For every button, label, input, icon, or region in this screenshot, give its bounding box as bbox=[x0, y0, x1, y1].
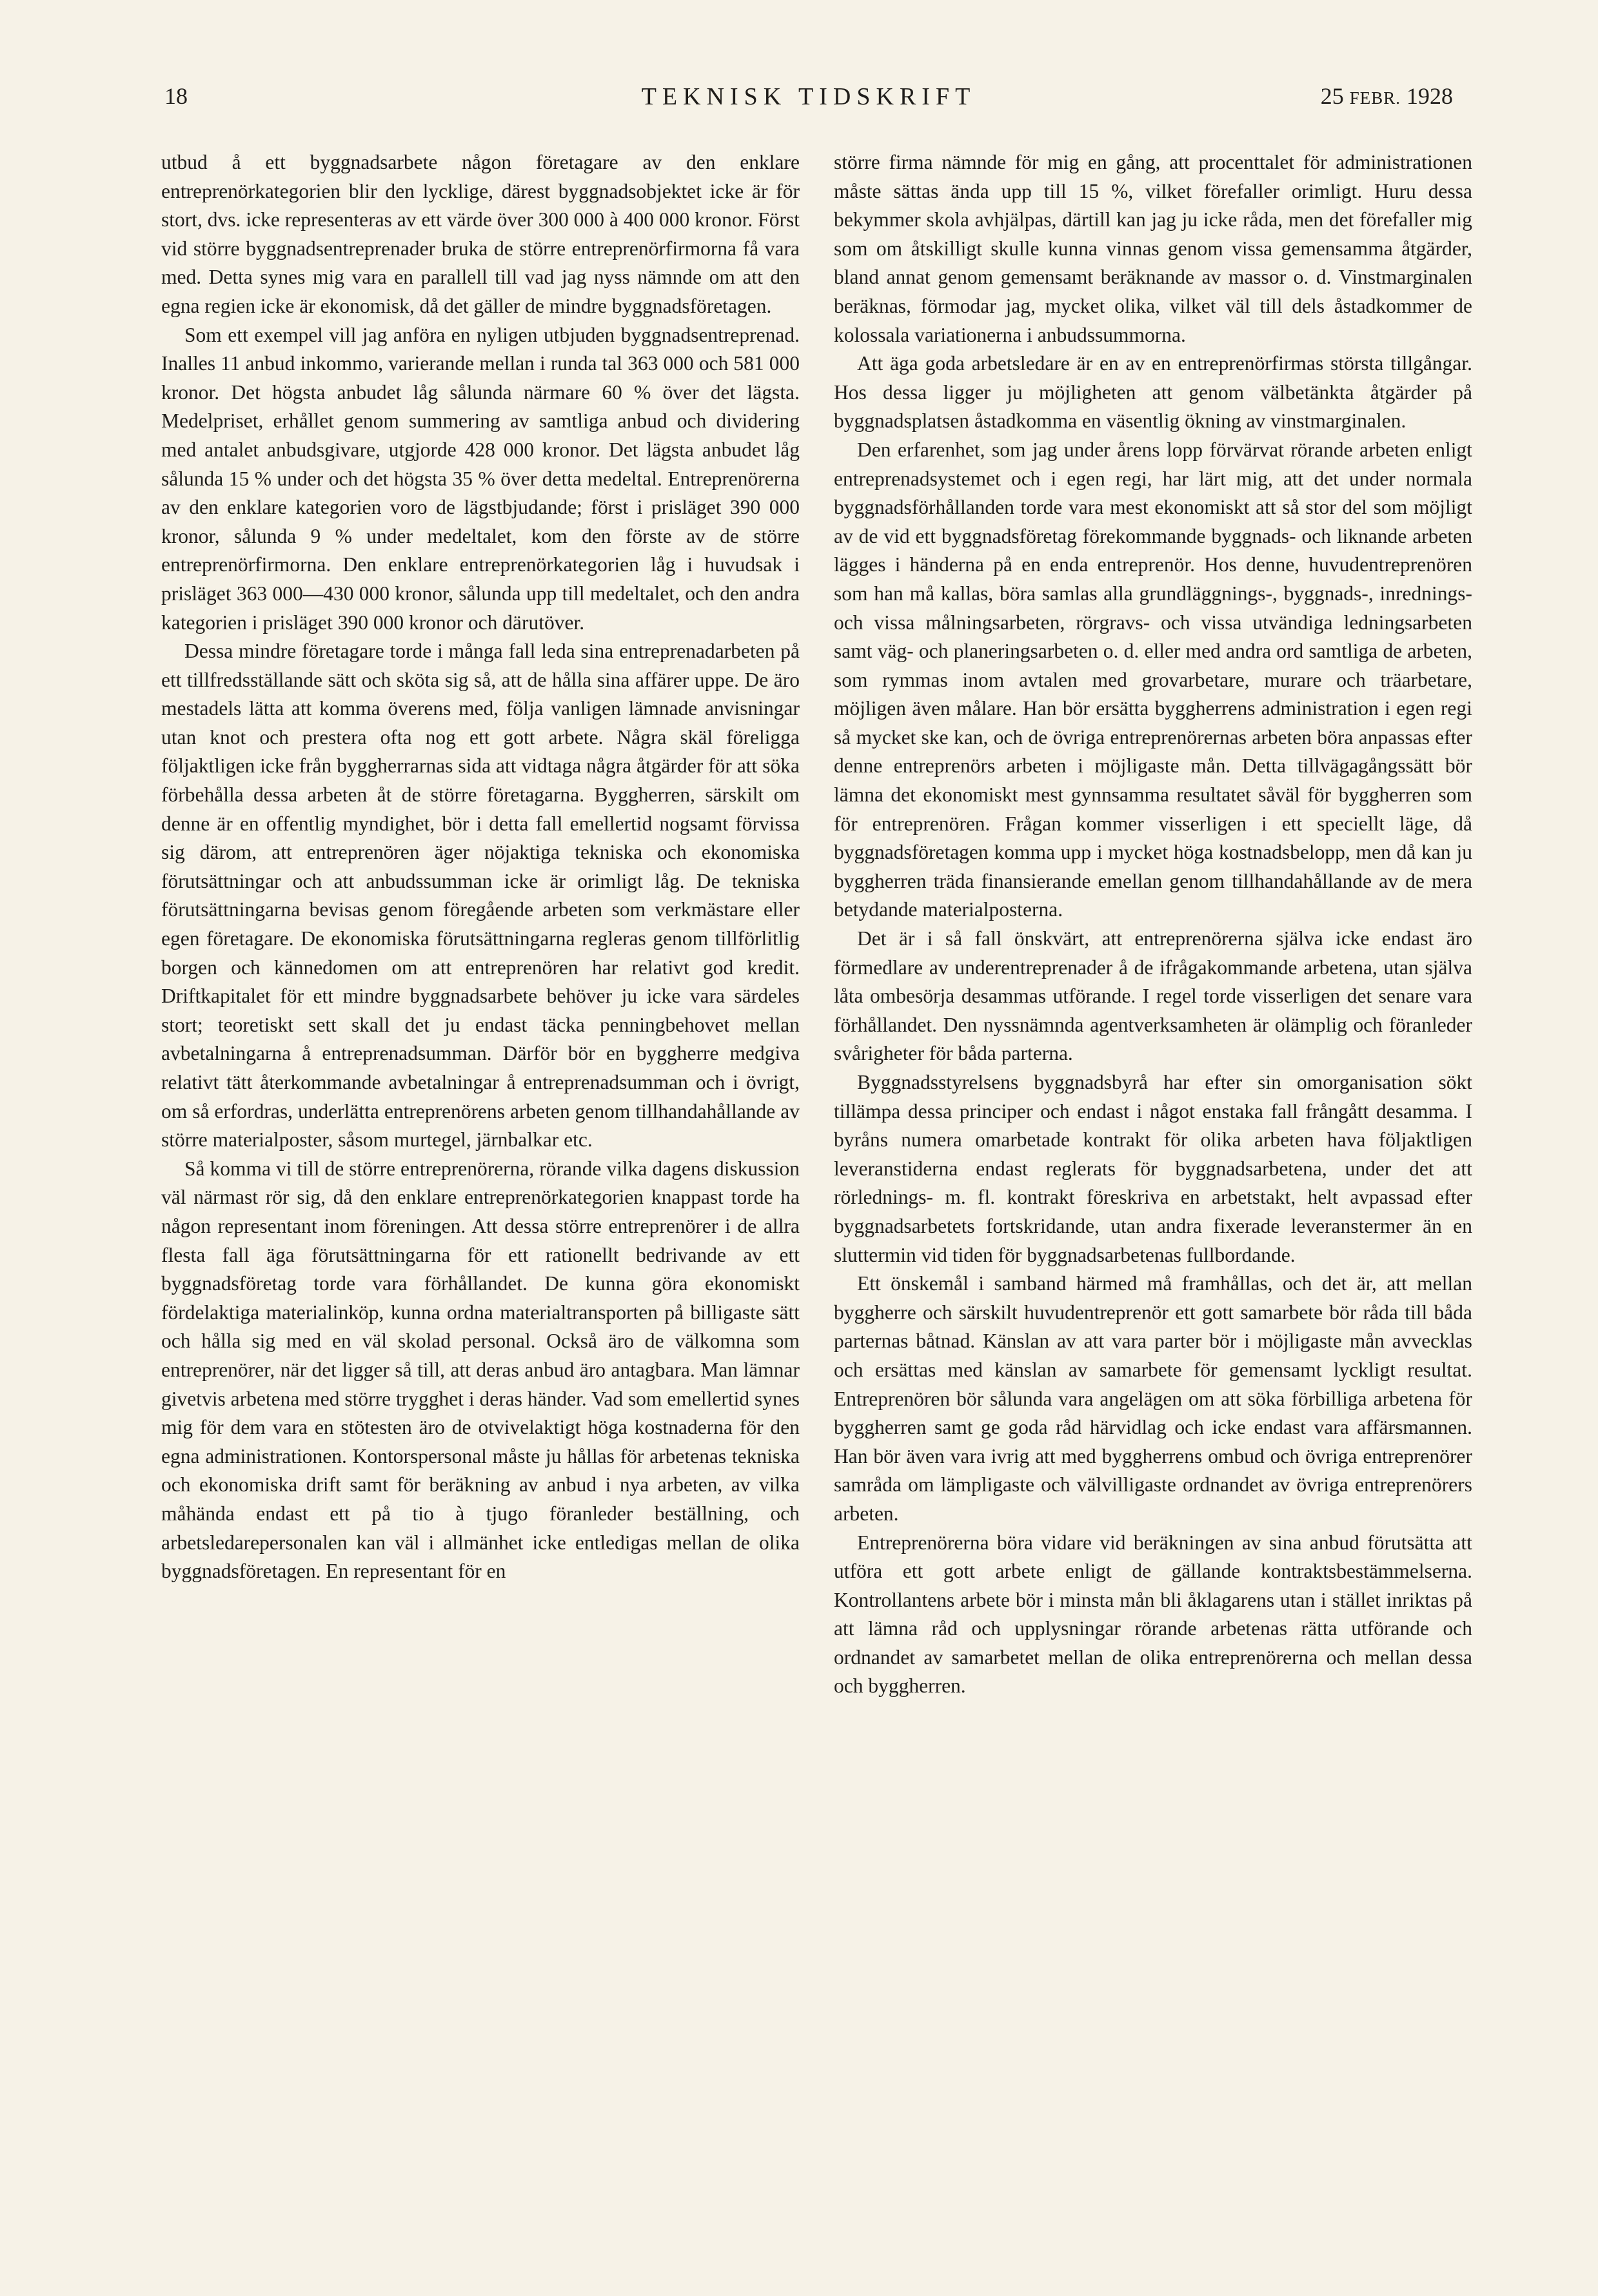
journal-title: TEKNISK TIDSKRIFT bbox=[641, 83, 976, 110]
paragraph: större firma nämnde för mig en gång, att procenttalet för administrationen måste sättas ända upp till 15 %, vilket förefaller orimligt. Huru dessa bekymmer skola avhjälpas, därtill kan jag ju icke råda, men det förefaller mig som om åtskilligt skulle kunna vinnas genom vissa gemensamma åtgärder, bland annat genom gemensamt beräknande av massor o. d. Vinstmarginalen beräknas, förmodar jag, mycket olika, vilket väl till dels åstadkommer de kolossala variationerna i anbudssummorna. bbox=[834, 151, 1472, 346]
page-number: 18 bbox=[164, 83, 188, 109]
left-text-column bbox=[161, 148, 800, 1586]
issue-year: 1928 bbox=[1406, 83, 1453, 109]
paragraph: utbud å ett byggnadsarbete någon företagare av den enklare entreprenörkategorien blir den lycklige, därest byggnadsobjektet icke är för stort, dvs. icke representeras av ett värde över 300 000 à 400 000 kronor. Först vid större byggnadsentreprenader bruka de större entreprenörfirmorna få vara med. Detta synes mig vara en parallell till vad jag nyss nämnde om att den egna regien icke är ekonomisk, då det gäller de mindre byggnadsföretagen. bbox=[161, 151, 800, 317]
paragraph: Den erfarenhet, som jag under årens lopp förvärvat rörande arbeten enligt entreprenadsystemet och i egen regi, har lärt mig, att det under normala byggnadsförhållanden torde vara mest ekonomiskt att så stor del som möjligt av de vid ett byggnadsföretag förekommande byggnads- och liknande arbeten lägges i händerna på en enda entreprenör. Hos denne, huvudentreprenören som han må kallas, böra samlas alla grundläggnings-, byggnads-, inrednings- och vissa målningsarbeten, rörgravs- och vissa utvändiga ledningsarbeten samt väg- och planeringsarbeten o. d. eller med andra ord samtliga de arbeten, som rymmas inom avtalen med grovarbetare, murare och träarbetare, möjligen även målare. Han bör ersätta byggherrens administration i egen regi så mycket ske kan, och de övriga entreprenörernas arbeten böra anpassas efter denne entreprenörs arbeten i möjligaste mån. Detta tillvägagångssätt bör lämna det ekonomiskt mest gynnsamma resultatet såväl för byggherren som för entreprenören. Frågan kommer visserligen i ett speciellt läge, då byggnadsföretagen komma upp i mycket höga kostnadsbelopp, men då kan ju byggherren träda finansierande emellan genom tillhandahållande av de mera betydande materialposterna. bbox=[834, 438, 1472, 921]
paragraph: Att äga goda arbetsledare är en av en entreprenörfirmas största tillgångar. Hos dessa ligger ju möjligheten att genom välbetänkta åtgärder på byggnadsplatsen åstadkomma en väsentlig ökning av vinstmarginalen. bbox=[834, 352, 1472, 433]
paragraph: Det är i så fall önskvärt, att entreprenörerna själva icke endast äro förmedlare av underentreprenader å de ifrågakommande arbetena, utan själva låta ombesörja desammas utförande. I regel torde visserligen det senare vara förhållandet. Den nyssnämnda agentverksamheten är olämplig och föranleder svårigheter för båda parterna. bbox=[834, 927, 1472, 1065]
paragraph: Entreprenörerna böra vidare vid beräkningen av sina anbud förutsätta att utföra ett gott arbete enligt de gällande kontraktsbestämmelserna. Kontrollantens arbete bör i minsta mån bli åklagarens utan i stället inriktas på att lämna råd och upplysningar rörande arbetenas rätta utförande och ordnandet av samarbetet mellan de olika entreprenörerna och mellan dessa och byggherren. bbox=[834, 1531, 1472, 1698]
paragraph: Så komma vi till de större entreprenörerna, rörande vilka dagens diskussion väl närmast rör sig, då den enklare entreprenörkategorien knappast torde ha någon representant inom föreningen. Att dessa större entreprenörer i de allra flesta fall äga förutsättningarna för ett rationellt bedrivande av ett byggnadsföretag torde vara förhållandet. De kunna göra ekonomiskt fördelaktiga materialinköp, kunna ordna materialtransporten på billigaste sätt och hålla sig med en väl skolad personal. Också äro de välkomna som entreprenörer, när det ligger så till, att deras anbud äro antagbara. Man lämnar givetvis arbetena med större trygghet i deras händer. Vad som emellertid synes mig för dem vara en stötesten äro de otvivelaktigt höga kostnaderna för den egna administrationen. Kontorspersonal måste ju hållas för arbetenas tekniska och ekonomiska drift samt för beräkning av anbud i nya arbeten, av vilka måhända endast ett på tio à tjugo föranleder beställning, och arbetsledarepersonalen kan väl i allmänhet icke entledigas mellan de olika byggnadsföretagen. En representant för en bbox=[161, 1157, 800, 1583]
right-text-column bbox=[834, 148, 1472, 1701]
paragraph: Byggnadsstyrelsens byggnadsbyrå har efter sin omorganisation sökt tillämpa dessa principer och endast i något enstaka fall frångått desamma. I byråns numera omarbetade kontrakt för olika arbeten hava följaktligen leveranstiderna endast reglerats för byggnadsarbetena, under det att rörlednings- m. fl. kontrakt föreskriva en arbetstakt, helt avpassad efter byggnadsarbetets fortskridande, utan andra fixerade leveranstermer än en sluttermin vid tiden för byggnadsarbetenas fullbordande. bbox=[834, 1071, 1472, 1266]
paragraph: Ett önskemål i samband härmed må framhållas, och det är, att mellan byggherre och särskilt huvudentreprenör ett gott samarbete bör råda till båda parternas båtnad. Känslan av att vara parter bör i möjligaste mån avvecklas och ersättas med känslan av samarbete för gemensamt lyckligt resultat. Entreprenören bör sålunda vara angelägen om att söka förbilliga arbetena för byggherren samt ge goda råd härvidlag och icke endast vara affärsmannen. Han bör även vara ivrig att med byggherrens ombud och övriga entreprenörer samråda om lämpligaste och välvilligaste ordnandet av övriga entreprenörers arbeten. bbox=[834, 1272, 1472, 1525]
paragraph: Som ett exempel vill jag anföra en nyligen utbjuden byggnadsentreprenad. Inalles 11 anbud inkommo, varierande mellan i runda tal 363 000 och 581 000 kronor. Det högsta anbudet låg sålunda närmare 60 % över det lägsta. Medelpriset, erhållet genom summering av samtliga anbud och dividering med antalet anbudsgivare, utgjorde 428 000 kronor. Det lägsta anbudet låg sålunda 15 % under och det högsta 35 % över detta medeltal. Entreprenörerna av den enklare kategorien voro de lägstbjudande; först i prisläget 390 000 kronor, sålunda 9 % under medeltalet, kom den förste av de större entreprenörfirmorna. Den enklare entreprenörkategorien låg i huvudsak i prisläget 363 000—430 000 kronor, sålunda upp till medeltalet, och den andra kategorien i prisläget 390 000 kronor och därutöver. bbox=[161, 323, 800, 634]
page-header bbox=[164, 83, 1453, 124]
issue-date bbox=[1321, 83, 1453, 110]
paragraph: Dessa mindre företagare torde i många fall leda sina entreprenadarbeten på ett tillfredsställande sätt och sköta sig så, att de hålla sina affärer uppe. De äro mestadels lätta att komma överens med, följa vanligen lämnade anvisningar utan knot och prestera ofta nog ett gott arbete. Några skäl föreligga följaktligen icke från byggherrarnas sida att vidtaga några åtgärder för att söka förbehålla dessa arbeten åt de större företagarna. Byggherren, särskilt om denne är en offentlig myndighet, bör i detta fall emellertid nogsamt förvissa sig därom, att entreprenören äger nöjaktiga tekniska och ekonomiska förutsättningar och att anbudssumman icke är orimligt låg. De tekniska förutsättningarna bevisas genom föregående arbeten som verkmästare eller egen företagare. De ekonomiska förutsättningarna regleras genom tillförlitlig borgen och kännedomen om att entreprenören har relativt god kredit. Driftkapitalet för ett mindre byggnadsarbete behöver ju icke vara särdeles stort; teoretiskt sett skall det ju endast täcka penningbehovet mellan avbetalningarna å entreprenadsumman. Därför bör en byggherre medgiva relativt tätt återkommande avbetalningar å entreprenadsumman och i övrigt, om så erfordras, underlätta entreprenörens arbeten genom tillhandahållande av större materialposter, såsom murtegel, järnbalkar etc. bbox=[161, 640, 800, 1152]
issue-day: 25 bbox=[1320, 83, 1344, 109]
issue-month: FEBR. bbox=[1349, 88, 1401, 108]
